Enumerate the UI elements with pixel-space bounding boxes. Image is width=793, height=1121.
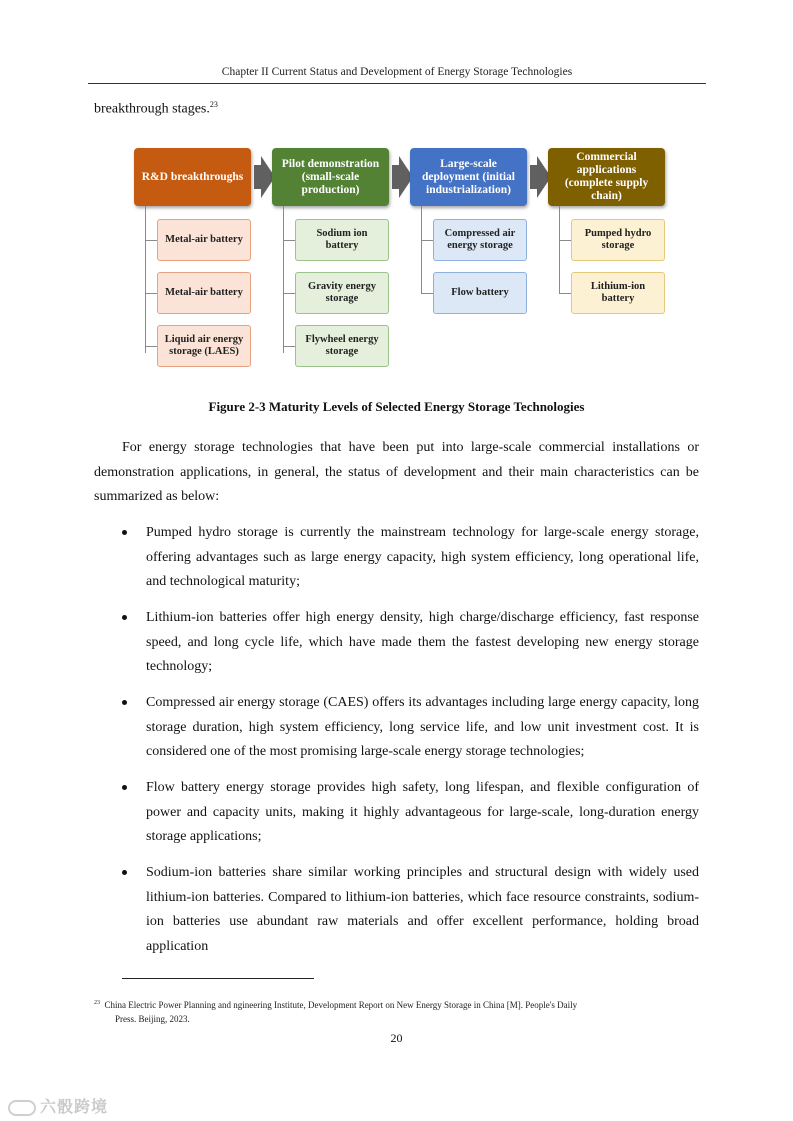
tech-sodium-ion-battery: Sodium ion battery	[295, 219, 389, 261]
footnote-line1: China Electric Power Planning and ngineering Institute, Development Report on New Energy Storage in China [M]. People's Daily	[104, 1000, 578, 1010]
bullet-item	[94, 691, 699, 765]
footnote-line2: Press. Beijing, 2023.	[115, 1014, 190, 1024]
connector-line	[283, 346, 295, 347]
bullet-text: Lithium-ion batteries offer high energy density, high charge/discharge efficiency, fast response speed, and long cycle life, which have made them the fastest developing new energy storage technology;	[146, 610, 699, 675]
tech-compressed-air-storage: Compressed air energy storage	[433, 219, 527, 261]
footnote-divider	[122, 978, 314, 979]
watermark: 六骰跨境	[8, 1094, 108, 1117]
stage-rd-breakthroughs: R&D breakthroughs	[134, 148, 251, 206]
running-header: Chapter II Current Status and Development of Energy Storage Technologies	[221, 66, 573, 78]
watermark-logo-icon	[8, 1100, 36, 1116]
connector-line	[559, 293, 571, 294]
bullet-item	[94, 861, 699, 959]
connector-line	[145, 206, 146, 353]
bullet-icon	[122, 785, 127, 790]
bullet-item	[94, 776, 699, 850]
connector-line	[421, 293, 433, 294]
bullet-item	[94, 606, 699, 680]
bullet-text: Sodium-ion batteries share similar working principles and structural design with widely used lithium-ion batteries. Compared to lithium-ion batteries, which face resource constraints, sodium-ion batteries use abundant raw materials and offer excellent performance, holding broad application	[146, 865, 699, 954]
tech-metal-air-battery: Metal-air battery	[157, 219, 251, 261]
lead-sentence: breakthrough stages.	[94, 101, 210, 117]
lead-text	[94, 100, 218, 118]
tech-gravity-storage: Gravity energy storage	[295, 272, 389, 314]
bullet-text: Flow battery energy storage provides high safety, long lifespan, and flexible configuration of power and capacity units, making it highly advantageous for large-scale, long-duration energy storage applications;	[146, 780, 699, 845]
bullet-text: Compressed air energy storage (CAES) offers its advantages including large energy capacity, long storage duration, high system efficiency, long service life, and low unit investment cost. It is considered one of the most promising large-scale energy storage technologies;	[146, 695, 699, 760]
bullet-icon	[122, 615, 127, 620]
connector-line	[283, 240, 295, 241]
connector-line	[421, 240, 433, 241]
footnote-number: 23	[94, 1000, 100, 1006]
tech-metal-air-battery: Metal-air battery	[157, 272, 251, 314]
tech-lithium-ion-battery: Lithium-ion battery	[571, 272, 665, 314]
footnote	[94, 996, 699, 1026]
connector-line	[559, 206, 560, 294]
bullet-text: Pumped hydro storage is currently the mainstream technology for large-scale energy storage, offering advantages such as large energy capacity, high system efficiency, long operational life, and technological maturity;	[146, 525, 699, 590]
tech-pumped-hydro: Pumped hydro storage	[571, 219, 665, 261]
connector-line	[145, 293, 157, 294]
connector-line	[145, 346, 157, 347]
header-divider	[88, 83, 706, 84]
connector-line	[283, 293, 295, 294]
connector-line	[283, 206, 284, 353]
tech-flow-battery: Flow battery	[433, 272, 527, 314]
figure-caption: Figure 2-3 Maturity Levels of Selected Energy Storage Technologies	[208, 399, 585, 414]
footnote-ref: 23	[209, 100, 218, 109]
stage-pilot-demonstration: Pilot demonstration (small-scale production)	[272, 148, 389, 206]
intro-paragraph: For energy storage technologies that have been put into large-scale commercial installations or demonstration applications, in general, the status of development and their main characteristics can be summarized as below:	[94, 440, 699, 505]
connector-line	[145, 240, 157, 241]
page-number: 20	[390, 1031, 403, 1045]
tech-flywheel-storage: Flywheel energy storage	[295, 325, 389, 367]
bullet-icon	[122, 700, 127, 705]
tech-liquid-air-storage: Liquid air energy storage (LAES)	[157, 325, 251, 367]
stage-commercial-applications: Commercial applications (complete supply chain)	[548, 148, 665, 206]
connector-line	[559, 240, 571, 241]
connector-line	[421, 206, 422, 294]
bullet-item	[94, 521, 699, 595]
bullet-icon	[122, 530, 127, 535]
stage-large-scale-deployment: Large-scale deployment (initial industrialization)	[410, 148, 527, 206]
bullet-icon	[122, 870, 127, 875]
